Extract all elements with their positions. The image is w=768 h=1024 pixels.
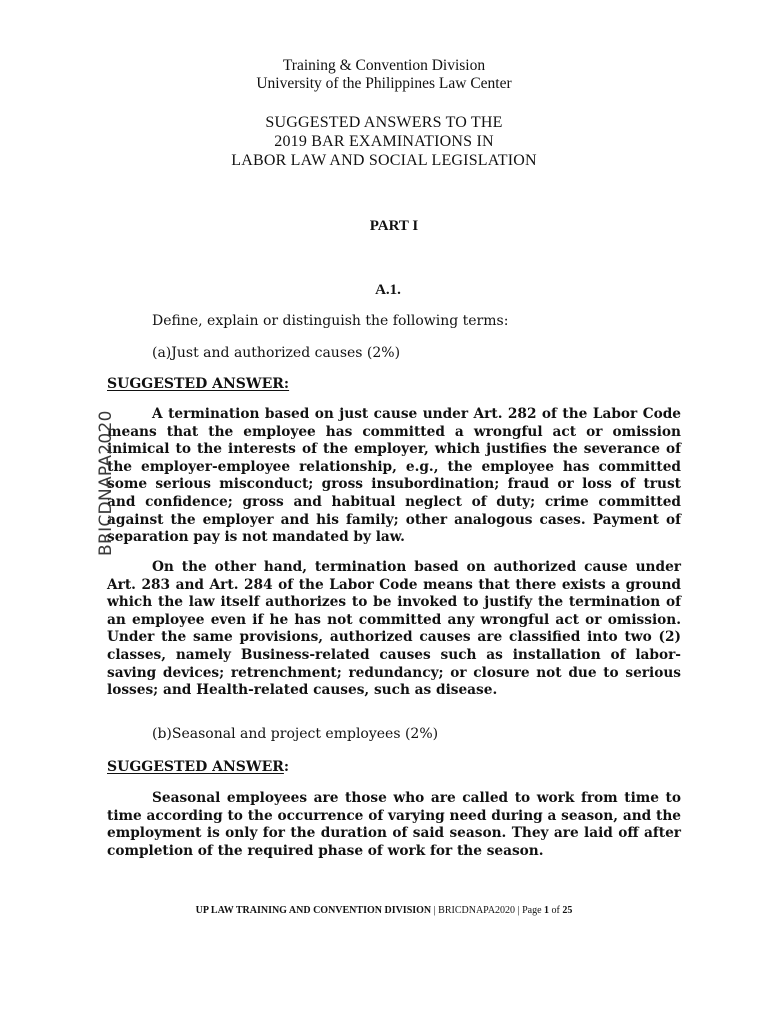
part-heading: PART I xyxy=(369,218,419,234)
answer-paragraph-3: Seasonal employees are those who are called to work from time to time according to the occurrence of varying need during a season, and the employment is only for the duration of said season. They are laid off after completion of the required phase of work for the season. xyxy=(107,790,681,859)
item-b xyxy=(152,726,438,743)
item-b-text: Seasonal and project employees (2%) xyxy=(171,726,439,742)
question-instruction: Define, explain or distinguish the following terms: xyxy=(152,313,509,329)
item-a-text: Just and authorized causes (2%) xyxy=(171,345,401,361)
page-footer xyxy=(0,905,768,916)
document-title xyxy=(0,113,768,170)
item-b-label: (b) xyxy=(152,726,172,742)
suggested-answer-label-2 xyxy=(107,759,289,775)
footer-sep-1: | xyxy=(431,905,439,916)
footer-page-total: 25 xyxy=(562,905,573,916)
suggested-answer-label-1: SUGGESTED ANSWER: xyxy=(107,376,290,392)
footer-code: BRICDNAPA2020 xyxy=(438,905,516,916)
header-block xyxy=(0,57,768,93)
side-watermark: BRICDNAPA2020 xyxy=(96,410,116,556)
title-line-3: LABOR LAW AND SOCIAL LEGISLATION xyxy=(231,152,537,169)
answer-paragraph-2: On the other hand, termination based on authorized cause under Art. 283 and Art. 284 of the Labor Code means that there exists a ground which the law itself authorizes to be invoked to justify the termination of an employee even if he has not committed any wrongful act or omission. Under the same provisions, authorized causes are classified into two (2) classes, namely Business-related causes such as installation of labor-saving devices; retrenchment; redundancy; or closure not due to serious losses; and Health-related causes, such as disease. xyxy=(107,559,681,699)
header-university: University of the Philippines Law Center xyxy=(256,75,512,92)
title-line-1: SUGGESTED ANSWERS TO THE xyxy=(265,114,503,131)
footer-of-word: of xyxy=(549,905,563,916)
footer-sep-2: | xyxy=(515,905,523,916)
footer-page-word: Page xyxy=(522,905,545,916)
item-a-label: (a) xyxy=(152,345,172,361)
suggested-answer-label-2-colon: : xyxy=(283,759,290,775)
question-number: A.1. xyxy=(375,282,401,298)
item-a xyxy=(152,345,400,362)
footer-page-number: 1 xyxy=(544,905,550,916)
title-line-2: 2019 BAR EXAMINATIONS IN xyxy=(274,133,494,150)
footer-org: UP LAW TRAINING AND CONVENTION DIVISION xyxy=(195,905,432,916)
answer-paragraph-1: A termination based on just cause under Art. 282 of the Labor Code means that the employee has committed a wrongful act or omission inimical to the interests of the employer, which justifies the severance of the employer-employee relationship, e.g., the employee has committed some serious misconduct; gross insubordination; fraud or loss of trust and confidence; gross and habitual neglect of duty; crime committed against the employer and his family; other analogous cases. Payment of separation pay is not mandated by law. xyxy=(107,406,681,546)
header-division: Training & Convention Division xyxy=(282,57,486,74)
suggested-answer-label-2-text: SUGGESTED ANSWER xyxy=(107,759,284,775)
